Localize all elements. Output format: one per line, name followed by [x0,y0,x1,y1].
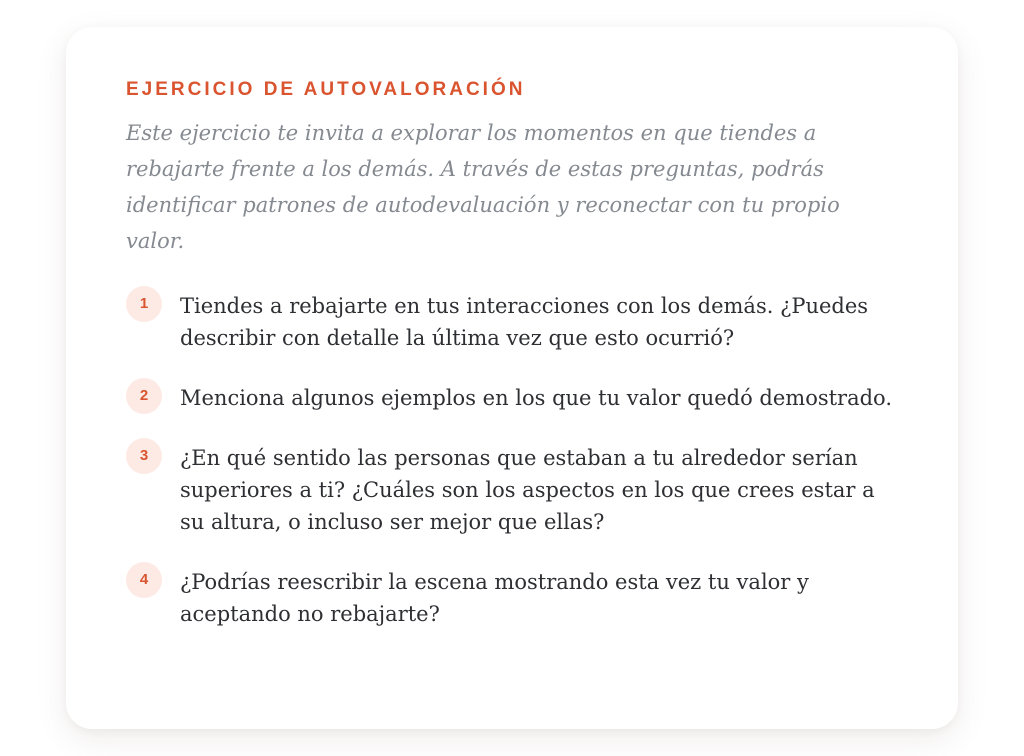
question-item [126,290,898,354]
question-item [126,566,898,630]
question-item [126,382,898,414]
exercise-intro: Este ejercicio te invita a explorar los momentos en que tiendes a rebajarte frente a los demás. A través de estas preguntas, podrás identificar patrones de autodevaluación y reconectar con tu propio valor. [126,121,840,253]
question-item [126,442,898,538]
question-number-badge: 3 [126,438,162,474]
exercise-card [66,27,958,729]
question-number-badge: 4 [126,562,162,598]
question-text: ¿En qué sentido las personas que estaban a tu alrededor serían superiores a ti? ¿Cuáles son los aspectos en los que crees estar a su altura, o incluso ser mejor que ellas? [180,446,875,534]
exercise-eyebrow: EJERCICIO DE AUTOVALORACIÓN [126,79,526,100]
question-number-badge: 1 [126,286,162,322]
question-number-badge: 2 [126,378,162,414]
question-list [126,290,898,630]
question-text: Tiendes a rebajarte en tus interacciones con los demás. ¿Puedes describir con detalle la última vez que esto ocurrió? [180,294,869,350]
question-text: Menciona algunos ejemplos en los que tu valor quedó demostrado. [180,386,893,410]
question-text: ¿Podrías reescribir la escena mostrando esta vez tu valor y aceptando no rebajarte? [180,570,809,626]
